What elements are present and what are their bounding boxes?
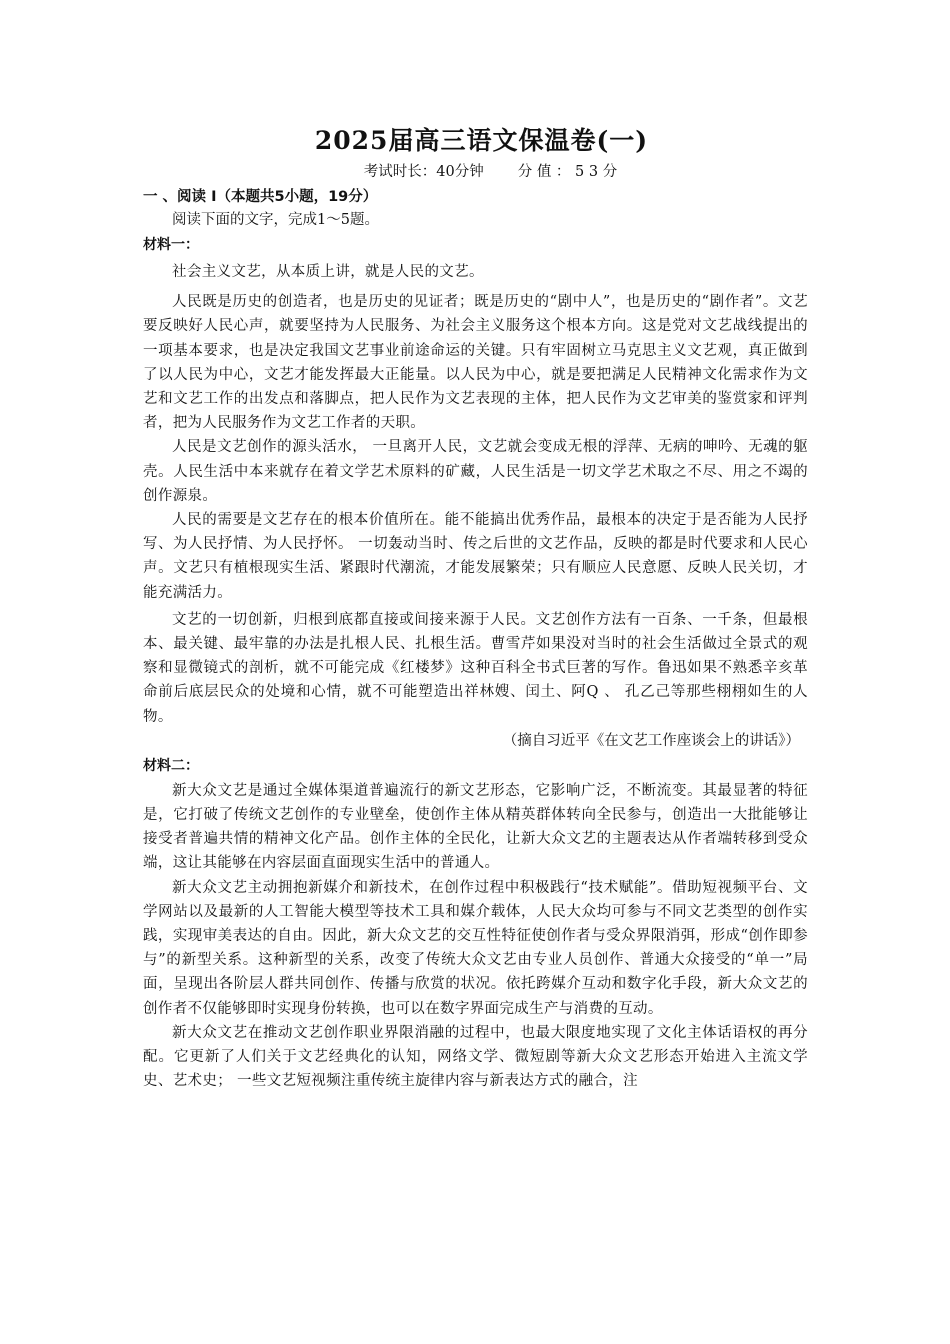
material1-label: 材料一： xyxy=(143,237,199,253)
material1-paragraph: 人民的需要是文艺存在的根本价值所在。能不能搞出优秀作品，最根本的决定于是否能为人民抒写、为人民抒情、为人民抒怀。 一切轰动当时、传之后世的文艺作品，反映的都是时代要求和人民心声。文艺只有植根现实生活、紧跟时代潮流，才能发展繁荣；只有顺应人民意愿、反映人民关切，才能充满活力。 xyxy=(143,512,808,601)
material1-source: （摘自习近平《在文艺工作座谈会上的讲话》） xyxy=(502,732,800,749)
material2-label: 材料二： xyxy=(143,757,199,774)
exam-meta xyxy=(143,160,808,184)
material1-paragraph: 人民既是历史的创造者，也是历史的见证者；既是历史的“剧中人”，也是历史的“剧作者”。文艺要反映好人民心声，就要坚持为人民服务、为社会主义服务这个根本方向。这是党对文艺战线提出的一项基本要求，也是决定我国文艺事业前途命运的关键。只有牢固树立马克思主义文艺观，真正做到了以人民为中心，文艺才能发挥最大正能量。以人民为中心，就是要把满足人民精神文化需求作为文艺和文艺工作的出发点和落脚点，把人民作为文艺表现的主体，把人民作为文艺审美的鉴赏家和评判者，把为人民服务作为文艺工作者的天职。 xyxy=(143,294,808,432)
material2-paragraph: 新大众文艺在推动文艺创作职业界限消融的过程中，也最大限度地实现了文化主体话语权的再分配。它更新了人们关于文艺经典化的认知，网络文学、微短剧等新大众文艺形态开始进入主流文学史、艺术史； 一些文艺短视频注重传统主旋律内容与新表达方式的融合，注 xyxy=(143,1024,808,1090)
material1-paragraph: 人民是文艺创作的源头活水， 一旦离开人民，文艺就会变成无根的浮萍、无病的呻吟、无魂的躯壳。人民生活中本来就存在着文学艺术原料的矿藏，人民生活是一切文学艺术取之不尽、用之不竭的创作源泉。 xyxy=(143,439,808,504)
material1-paragraph: 社会主义文艺，从本质上讲，就是人民的文艺。 xyxy=(172,264,484,280)
material2-paragraph: 新大众文艺是通过全媒体渠道普遍流行的新文艺形态，它影响广泛，不断流变。其最显著的特征是，它打破了传统文艺创作的专业壁垒，使创作主体从精英群体转向全民参与，创造出一大批能够让接受者普遍共情的精神文化产品。创作主体的全民化，让新大众文艺的主题表达从作者端转移到受众端，这让其能够在内容层面直面现实生活中的普通人。 xyxy=(143,782,808,872)
material1-paragraph: 文艺的一切创新，归根到底都直接或间接来源于人民。文艺创作方法有一百条、一千条，但最根本、最关键、最牢靠的办法是扎根人民、扎根生活。曹雪芹如果没对当时的社会生活做过全景式的观察和显微镜式的剖析，就不可能完成《红楼梦》这种百科全书式巨著的写作。鲁迅如果不熟悉辛亥革命前后底层民众的处境和心情，就不可能塑造出祥林嫂、闰土、阿Q 、 孔乙己等那些栩栩如生的人物。 xyxy=(143,611,808,725)
material2-paragraph: 新大众文艺主动拥抱新媒介和新技术，在创作过程中积极践行“技术赋能”。借助短视频平台、文学网站以及最新的人工智能大模型等技术工具和媒介载体，人民大众均可参与不同文艺类型的创作实践，实现审美表达的自由。因此，新大众文艺的交互性特征使创作者与受众界限消弭，形成“创作即参与”的新型关系。这种新型的关系，改变了传统大众文艺由专业人员创作、普通大众接受的“单一”局面，呈现出各阶层人群共同创作、传播与欣赏的状况。依托跨媒介互动和数字化手段，新大众文艺的创作者不仅能够即时实现身份转换，也可以在数字界面完成生产与消费的互动。 xyxy=(143,879,808,1017)
exam-page xyxy=(143,122,808,1094)
instruction: 阅读下面的文字，完成1～5题。 xyxy=(172,212,379,228)
exam-title: 2025届高三语文保温卷(一) xyxy=(314,126,649,155)
exam-score: 分 值 ： 5 3 分 xyxy=(517,164,618,180)
section-heading: 一 、阅读 Ⅰ（本题共5小题，19分） xyxy=(143,189,378,205)
exam-duration: 考试时长：40分钟 xyxy=(363,164,484,180)
